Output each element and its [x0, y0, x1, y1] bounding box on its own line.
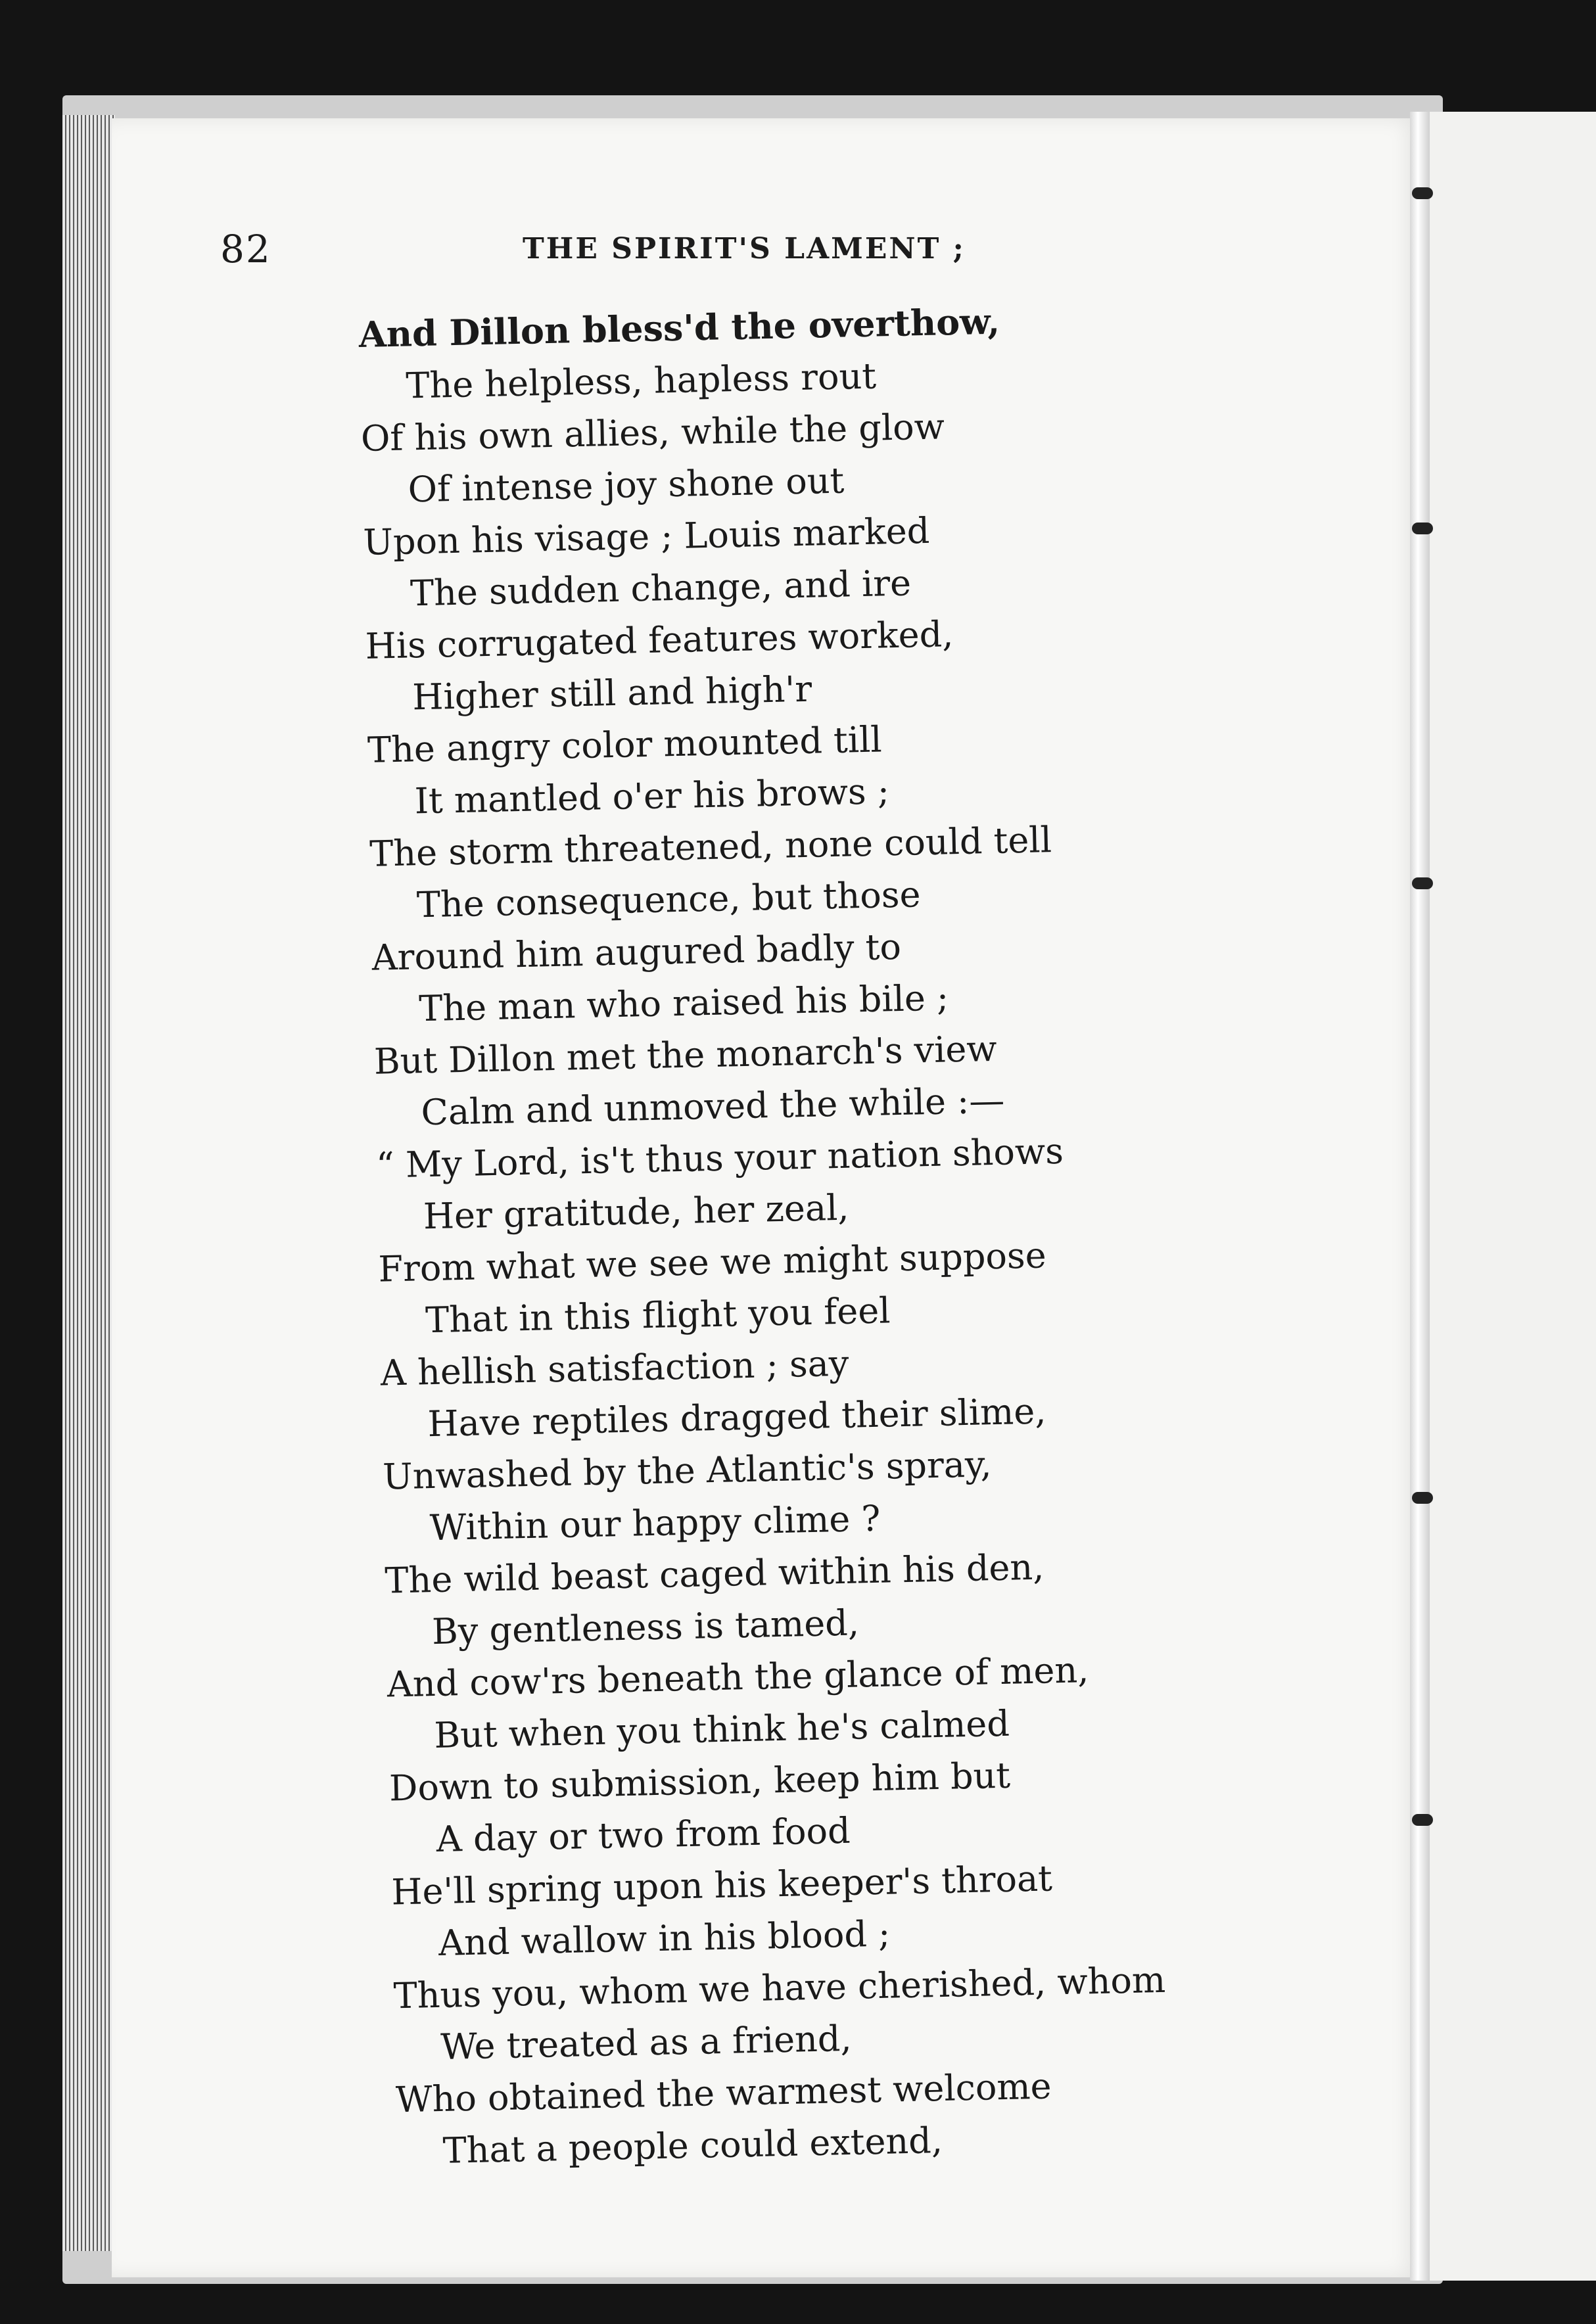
binding-stitch: [1412, 1814, 1433, 1826]
poem-line: Unwashed by the Atlantic's spray,: [382, 1443, 993, 1498]
poem-line: The angry color mounted till: [367, 718, 883, 771]
running-title: THE SPIRIT'S LAMENT ;: [523, 232, 966, 266]
page-edges: [62, 115, 115, 2251]
poem-line: It mantled o'er his brows ;: [414, 770, 890, 822]
poem-line: The storm threatened, none could tell: [369, 819, 1052, 875]
page-number: 82: [220, 227, 271, 271]
poem-line: Calm and unmoved the while :—: [420, 1079, 1005, 1134]
poem-line: Her gratitude, her zeal,: [423, 1186, 850, 1238]
poem-line: The sudden change, and ire: [410, 562, 912, 615]
poem-line: A hellish satisfaction ; say: [380, 1342, 849, 1394]
poem-line: By gentleness is tamed,: [431, 1602, 860, 1653]
poem-line: The wild beast caged within his den,: [384, 1546, 1044, 1602]
poem-line: His corrugated features worked,: [365, 613, 954, 667]
poem-line: And Dillon bless'd the overthow,: [358, 300, 1000, 356]
poem-line: And cow'rs beneath the glance of men,: [387, 1649, 1089, 1706]
poem-line: But Dillon met the monarch's view: [373, 1027, 998, 1082]
poem-line: Upon his visage ; Louis marked: [362, 509, 930, 563]
poem-line: A day or two from food: [436, 1809, 851, 1861]
binding-stitch: [1412, 523, 1433, 534]
poem-line: Down to submission, keep him but: [388, 1754, 1011, 1809]
poem-line: And wallow in his blood ;: [438, 1913, 891, 1964]
poem-line: Have reptiles dragged their slime,: [427, 1390, 1047, 1445]
poem-line: Around him augured badly to: [371, 925, 902, 979]
poem-line: But when you think he's calmed: [433, 1702, 1010, 1757]
facing-page: [1413, 112, 1596, 2281]
poem-line: Within our happy clime ?: [429, 1497, 881, 1549]
poem-line: That in this flight you feel: [425, 1290, 891, 1341]
binding-stitch: [1412, 877, 1433, 889]
poem-line: We treated as a friend,: [440, 2017, 853, 2068]
page-header: [220, 227, 1246, 273]
poem-line: Of his own allies, while the glow: [360, 406, 945, 459]
poem-line: Who obtained the warmest welcome: [395, 2065, 1052, 2121]
poem-line: The man who raised his bile ;: [418, 977, 949, 1030]
poem-line: The helpless, hapless rout: [405, 355, 877, 407]
poem-line: Of intense joy shone out: [408, 459, 845, 511]
poem-line: From what we see we might suppose: [377, 1234, 1047, 1290]
poem-line: Thus you, whom we have cherished, whom: [393, 1959, 1166, 2017]
poem-line: “ My Lord, is't thus your nation shows: [375, 1130, 1064, 1186]
poem-line: Higher still and high'r: [411, 668, 812, 718]
poem-line: The consequence, but those: [416, 873, 922, 926]
binding-stitch: [1412, 1492, 1433, 1504]
binding-stitch: [1412, 187, 1433, 199]
poem-line: That a people could extend,: [442, 2120, 943, 2172]
poem-text: [358, 289, 1330, 2177]
poem-line: He'll spring upon his keeper's throat: [390, 1857, 1053, 1913]
book-gutter: [1410, 112, 1430, 2281]
